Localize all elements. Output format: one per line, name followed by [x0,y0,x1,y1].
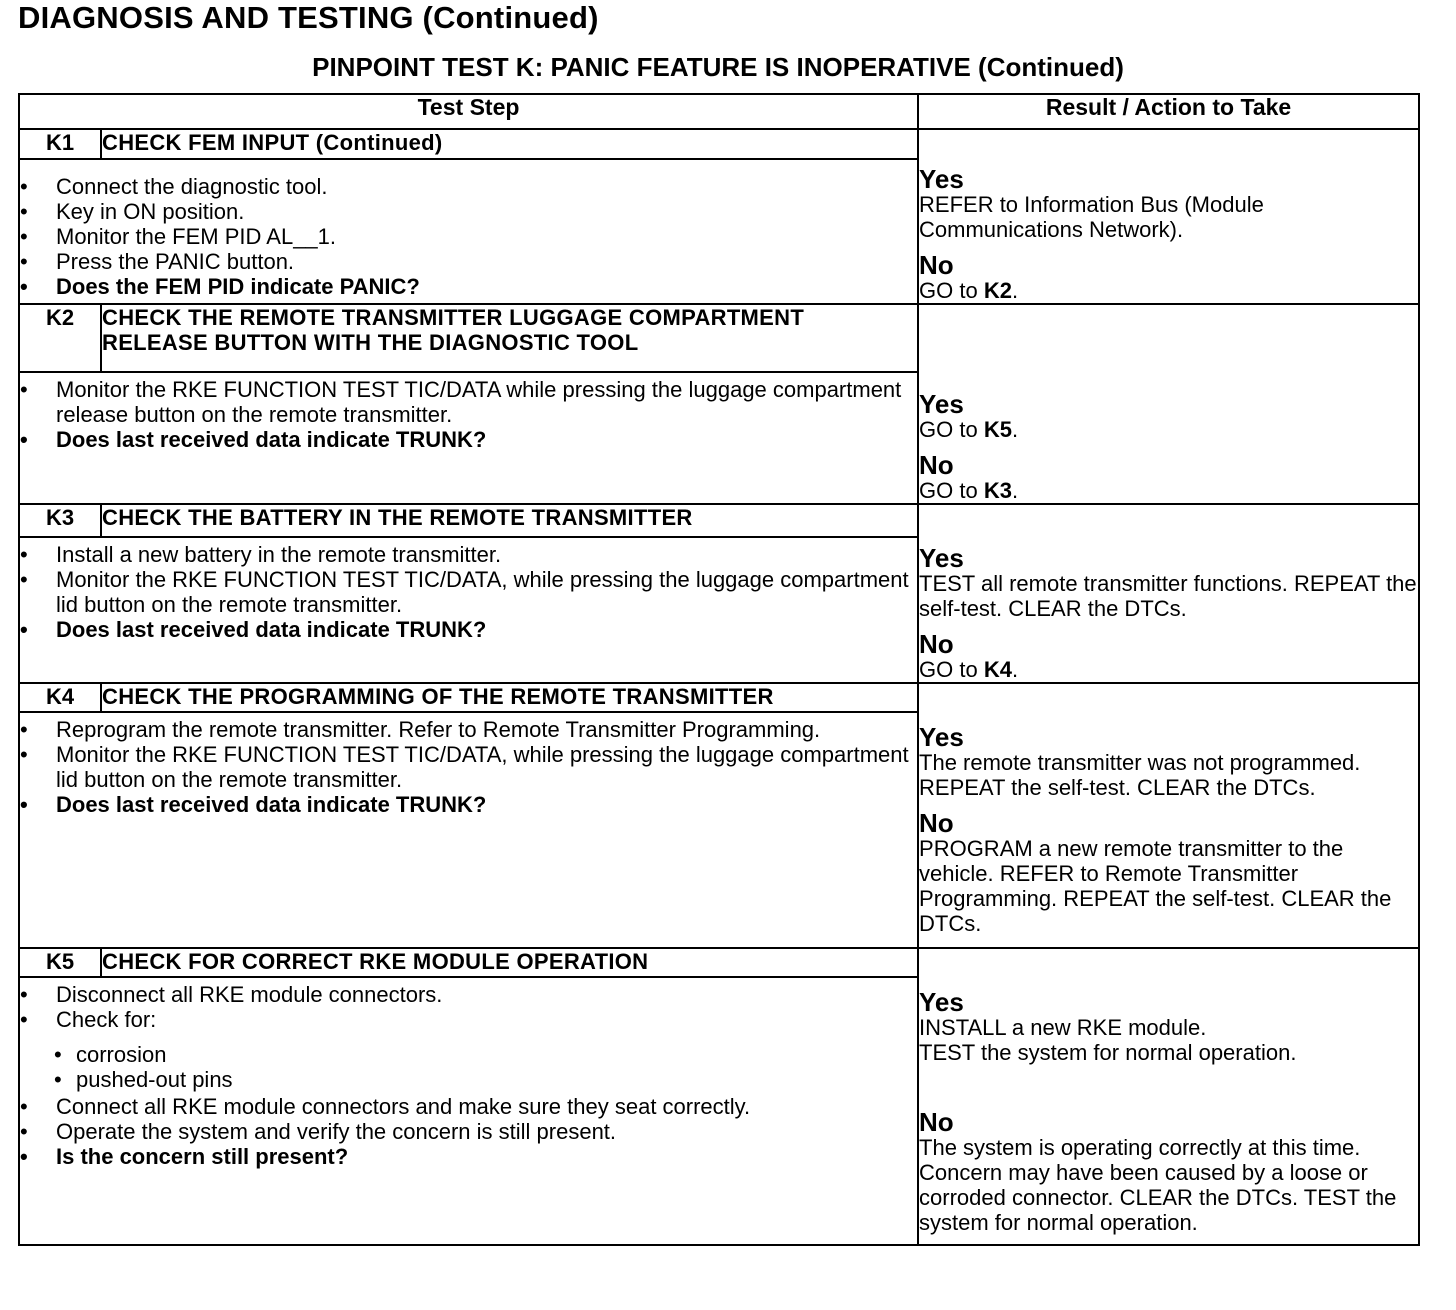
step-id: K4 [19,683,101,712]
step-id: K5 [19,948,101,977]
yes-label: Yes [919,987,964,1017]
step-result [918,129,1419,304]
list-item-question: • Does last received data indicate TRUNK? [20,427,917,452]
step-id: K2 [19,304,101,372]
step-link-k5: K5 [983,417,1012,442]
no-action: The system is operating correctly at this time. Concern may have been caused by a loose or corroded connector. CLEAR the DTCs. TEST the system for normal operation. [919,1135,1397,1235]
step-instructions [19,712,918,948]
list-item: • Disconnect all RKE module connectors. [20,982,917,1007]
step-title: CHECK FEM INPUT (Continued) [101,129,918,159]
list-item: • Monitor the RKE FUNCTION TEST TIC/DATA, while pressing the luggage compartment lid button on the remote transmitter. [20,742,917,792]
step-title-row [19,948,1419,977]
pinpoint-test-title: PINPOINT TEST K: PANIC FEATURE IS INOPERATIVE (Continued) [312,52,1124,82]
page-header: DIAGNOSIS AND TESTING (Continued) [18,0,599,35]
step-result [918,304,1419,504]
yes-label: Yes [919,722,964,752]
yes-action-line-1: INSTALL a new RKE module. [919,1015,1207,1040]
step-id: K1 [19,129,101,159]
step-title: CHECK FOR CORRECT RKE MODULE OPERATION [101,948,918,977]
step-instructions [19,977,918,1245]
no-action: GO to K3. [919,478,1019,503]
list-item: • Operate the system and verify the concern is still present. [20,1119,917,1144]
no-action: GO to K4. [919,657,1019,682]
sub-list-item: • pushed-out pins [54,1067,917,1092]
no-label: No [919,1107,954,1137]
no-action: GO to K2. [919,278,1019,303]
step-instructions [19,537,918,683]
list-item: • Monitor the RKE FUNCTION TEST TIC/DATA, while pressing the luggage compartment lid button on the remote transmitter. [20,567,917,617]
list-item-question: • Does the FEM PID indicate PANIC? [20,274,917,299]
step-title-row [19,504,1419,537]
step-title: CHECK THE PROGRAMMING OF THE REMOTE TRANSMITTER [101,683,918,712]
sub-list [54,1042,917,1092]
step-id: K3 [19,504,101,537]
yes-label: Yes [919,389,964,419]
list-item: • Press the PANIC button. [20,249,917,274]
step-title: CHECK THE REMOTE TRANSMITTER LUGGAGE COMPARTMENT RELEASE BUTTON WITH THE DIAGNOSTIC TOOL [101,304,918,372]
list-item-question: • Does last received data indicate TRUNK? [20,617,917,642]
yes-label: Yes [919,164,964,194]
yes-action: TEST all remote transmitter functions. REPEAT the self-test. CLEAR the DTCs. [919,571,1417,621]
step-title-row [19,129,1419,159]
yes-label: Yes [919,543,964,573]
yes-action-line-2: TEST the system for normal operation. [919,1040,1297,1065]
yes-action: GO to K5. [919,417,1019,442]
step-result [918,948,1419,1245]
result-header: Result / Action to Take [918,94,1419,129]
step-link-k4: K4 [983,657,1012,682]
list-item-question: • Is the concern still present? [20,1144,917,1169]
list-item: • Connect the diagnostic tool. [20,174,917,199]
no-action: PROGRAM a new remote transmitter to the vehicle. REFER to Remote Transmitter Programming. REPEAT the self-test. CLEAR the DTCs. [919,836,1392,936]
step-title-row [19,683,1419,712]
step-link-k3: K3 [983,478,1012,503]
yes-action: REFER to Information Bus (Module Communications Network). [919,192,1264,242]
step-instructions [19,159,918,304]
step-link-k2: K2 [983,278,1012,303]
yes-action: The remote transmitter was not programmed. REPEAT the self-test. CLEAR the DTCs. [919,750,1361,800]
sub-list-item: • corrosion [54,1042,917,1067]
step-result [918,683,1419,948]
list-item: • Monitor the FEM PID AL__1. [20,224,917,249]
no-label: No [919,250,954,280]
step-result [918,504,1419,683]
no-label: No [919,629,954,659]
list-item: • Key in ON position. [20,199,917,224]
list-item: • Check for: • corrosion • pushed-out pins [20,1007,917,1092]
table-header-row [19,94,1419,129]
list-item: • Connect all RKE module connectors and make sure they seat correctly. [20,1094,917,1119]
list-item: • Install a new battery in the remote transmitter. [20,542,917,567]
step-title: CHECK THE BATTERY IN THE REMOTE TRANSMITTER [101,504,918,537]
list-item: • Reprogram the remote transmitter. Refer to Remote Transmitter Programming. [20,717,917,742]
list-item-question: • Does last received data indicate TRUNK? [20,792,917,817]
list-item: • Monitor the RKE FUNCTION TEST TIC/DATA while pressing the luggage compartment release button on the remote transmitter. [20,377,917,427]
pinpoint-test-table [18,93,1420,1246]
step-instructions [19,372,918,504]
test-step-header: Test Step [19,94,918,129]
no-label: No [919,808,954,838]
no-label: No [919,450,954,480]
step-title-row [19,304,1419,372]
